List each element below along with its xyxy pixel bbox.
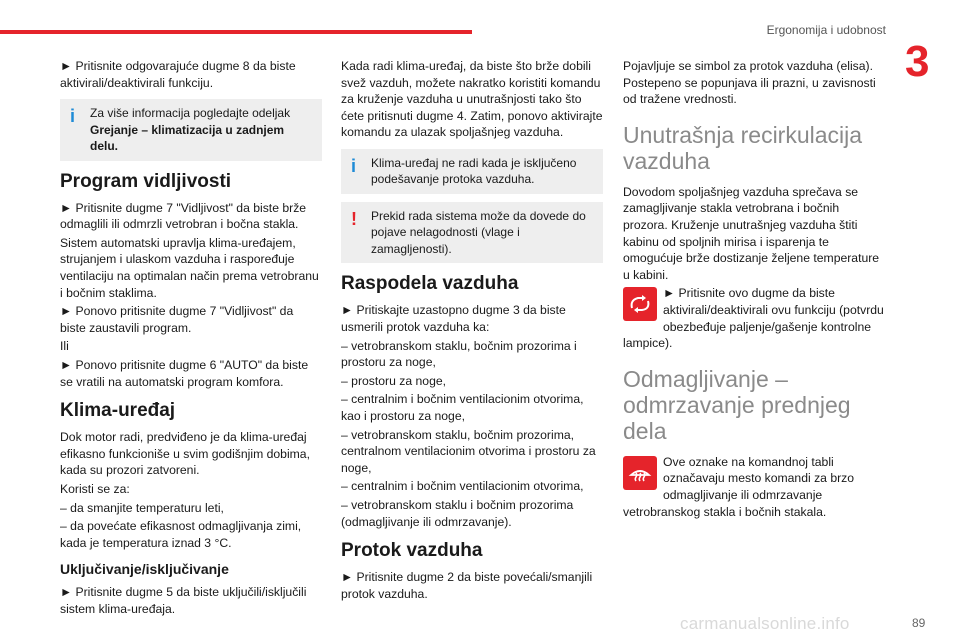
heading-on-off: Uključivanje/isključivanje [60,561,229,578]
list-item: – centralnim i bočnim ventilacionim otvorima, kao i prostoru za noge, [341,392,584,424]
note-text: Prekid rada sistema može da dovede do pojave nelagodnosti (vlage i zamagljenosti). [371,208,586,256]
info-note [60,99,322,161]
paragraph: ► Pritiskajte uzastopno dugme 3 da biste usmerili protok vazduha ka: [341,303,566,335]
paragraph: ► Pritisnite dugme 5 da biste uključili/isključili sistem klima-uređaja. [60,584,307,616]
list-item: – prostoru za noge, [341,373,447,388]
paragraph: Sistem automatski upravlja klima-uređajem, strujanjem i ulaskom vazduha i raspoređuje ventilaciju na optimalan način prema vetrobranu i bočnim staklima. [60,235,319,300]
recirculation-icon [623,287,657,321]
note-text: Klima-uređaj ne radi kada je isključeno podešavanje protoka vazduha. [371,155,577,187]
header-accent-bar [0,30,472,34]
column-3 [623,58,885,522]
column-2 [341,58,603,604]
info-icon: i [70,106,76,127]
heading-air-conditioning: Klima-uređaj [60,400,176,422]
info-icon: i [351,155,357,176]
heading-recirculation: Unutrašnja recirkulacija vazduha [623,121,863,174]
column-1 [60,58,322,619]
warning-note [341,202,603,264]
heading-air-flow: Protok vazduha [341,540,483,562]
heading-visibility: Program vidljivosti [60,170,232,192]
heading-front-defrost: Odmagljivanje – odmrzavanje prednjeg dela [623,365,851,444]
warning-icon: ! [351,208,357,229]
paragraph: – da povećate efikasnost odmagljivanja zimi, kada je temperatura iznad 3 °C. [60,519,302,550]
chapter-title: Ergonomija i udobnost [766,23,886,37]
paragraph: Ove oznake na komandnoj tabli označavaju mesto komandi za brzo odmagljivanje ili odmrzavanje vetrobranskog stakla i bočnih stakala. [623,454,855,519]
list-item: – vetrobranskom staklu, bočnim prozorima i prostoru za noge, [341,338,577,370]
chapter-number: 3 [905,37,930,86]
paragraph: ► Pritisnite dugme 2 da biste povećali/smanjili protok vazduha. [341,570,593,601]
front-defrost-icon [623,456,657,490]
paragraph: ► Pritisnite dugme 7 "Vidljivost" da biste brže odmaglili ili odmrzli vetrobran i bočna stakla. [60,200,307,232]
list-item: – vetrobranskom staklu, bočnim prozorima, centralnom ventilacionim otvorima i prostoru za noge, [341,427,596,475]
paragraph: ► Pritisnite odgovarajuće dugme 8 da biste aktivirali/deaktivirali funkciju. [60,59,296,90]
paragraph: Kada radi klima-uređaj, da biste što brže dobili svež vazduh, možete nakratko koristiti komandu za kruženje vazduha u unutrašnjosti tako što ćete pritisnuti dugme 4. Zatim, ponovo aktivirajte komandu za ulazak spoljašnjeg vazduha. [341,59,603,140]
defrost-row [623,454,885,520]
paragraph: Koristi se za: [60,482,130,496]
list-item: – centralnim i bočnim ventilacionim otvorima, [341,479,584,494]
page-number: 89 [912,616,926,630]
heading-air-distribution: Raspodela vazduha [341,273,519,295]
info-note [341,149,603,194]
list-item: – vetrobranskom staklu i bočnim prozorima (odmagljivanje ili odmrzavanje). [341,498,574,529]
paragraph: Dok motor radi, predviđeno je da klima-uređaj efikasno funkcioniše u svim godišnjim dobima, kada su prozori zatvoreni. [60,430,310,478]
paragraph: – da smanjite temperaturu leti, [60,500,224,515]
note-text: Za više informacija pogledajte odeljak [90,106,291,121]
paragraph: Ili [60,339,69,354]
paragraph: Pojavljuje se simbol za protok vazduha (elisa). Postepeno se popunjava ili prazni, u zavisnosti od tražene vrednosti. [623,59,876,107]
paragraph: ► Ponovo pritisnite dugme 6 "AUTO" da biste se vratili na automatski program komfora. [60,358,309,389]
paragraph: Dovodom spoljašnjeg vazduha sprečava se zamagljivanje stakla vetrobrana i bočnih prozora. Kruženje unutrašnjeg vazduha štiti kabinu od spoljnih mirisa i isparenja te omogućuje brže dostizanje željene temperature u kabini. [623,184,880,282]
paragraph: ► Pritisnite ovo dugme da biste aktivirali/deaktivirali ovu funkciju (potvrdu obezbeđuje paljenje/gašenje kontrolne lampice). [623,286,884,351]
paragraph: ► Ponovo pritisnite dugme 7 "Vidljivost" da biste zaustavili program. [60,304,294,335]
watermark: carmanualsonline.info [680,614,850,633]
recirculation-row [623,285,885,351]
note-link[interactable]: Grejanje – klimatizacija u zadnjem delu. [90,122,285,154]
